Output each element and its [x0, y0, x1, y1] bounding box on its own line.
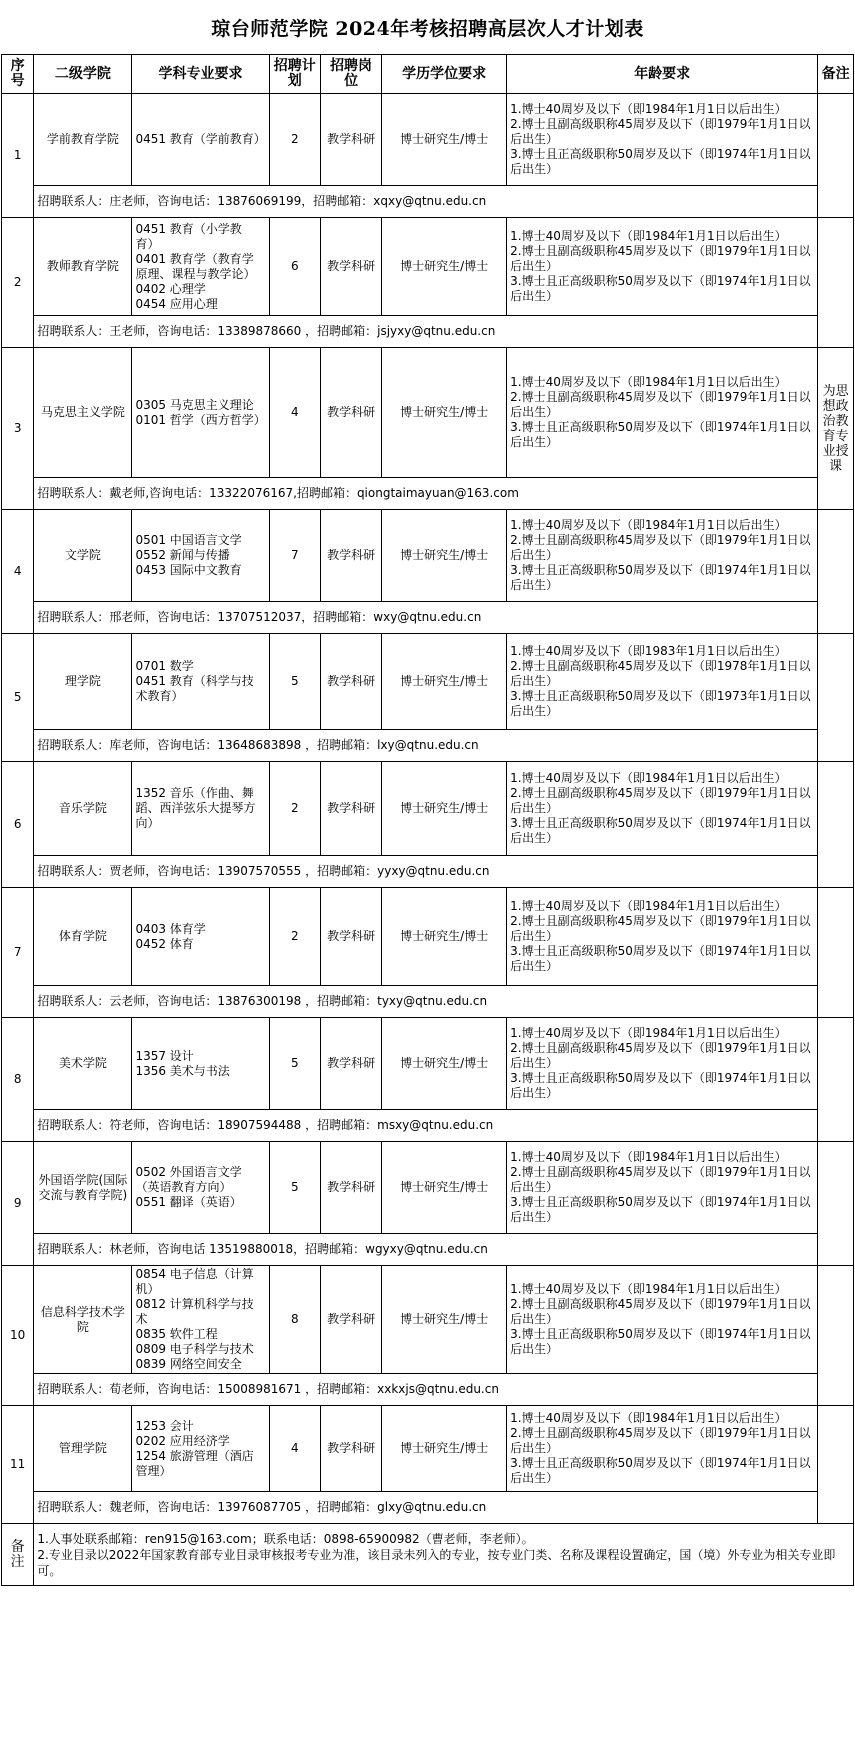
table-row — [2, 634, 854, 730]
row-age: 1.博士40周岁及以下（即1983年1月1日以后出生） 2.博士且副高级职称45周岁及以下（即1978年1月1日以后出生） 3.博士且正高级职称50周岁及以下（即1973年1月1日以后出生） — [507, 634, 818, 730]
header-note: 备注 — [818, 55, 854, 94]
row-note — [818, 94, 854, 218]
row-degree: 博士研究生/博士 — [382, 1018, 507, 1110]
row-college: 外国语学院(国际交流与教育学院) — [34, 1142, 132, 1234]
row-note — [818, 634, 854, 762]
row-post: 教学科研 — [320, 94, 381, 186]
row-count: 4 — [269, 348, 320, 478]
row-college: 管理学院 — [34, 1406, 132, 1492]
row-count: 2 — [269, 94, 320, 186]
row-count: 5 — [269, 634, 320, 730]
row-majors: 1357 设计 1356 美术与书法 — [132, 1018, 269, 1110]
header-count: 招聘计划 — [269, 55, 320, 94]
row-index: 1 — [2, 94, 34, 218]
row-contact: 招聘联系人：符老师，咨询电话：18907594488 ，招聘邮箱：msxy@qtnu.edu.cn — [34, 1110, 818, 1142]
row-note — [818, 762, 854, 888]
row-majors: 0305 马克思主义理论 0101 哲学（西方哲学） — [132, 348, 269, 478]
row-age: 1.博士40周岁及以下（即1984年1月1日以后出生） 2.博士且副高级职称45周岁及以下（即1979年1月1日以后出生） 3.博士且正高级职称50周岁及以下（即1974年1月1日以后出生） — [507, 1406, 818, 1492]
row-contact: 招聘联系人：荀老师，咨询电话：15008981671 ，招聘邮箱：xxkxjs@qtnu.edu.cn — [34, 1374, 818, 1406]
row-majors: 1352 音乐（作曲、舞蹈、西洋弦乐大提琴方向） — [132, 762, 269, 856]
row-post: 教学科研 — [320, 1018, 381, 1110]
table-row — [2, 762, 854, 856]
row-age: 1.博士40周岁及以下（即1984年1月1日以后出生） 2.博士且副高级职称45周岁及以下（即1979年1月1日以后出生） 3.博士且正高级职称50周岁及以下（即1974年1月1日以后出生） — [507, 1266, 818, 1374]
row-contact: 招聘联系人：庄老师，咨询电话：13876069199，招聘邮箱：xqxy@qtnu.edu.cn — [34, 186, 818, 218]
row-college: 信息科学技术学院 — [34, 1266, 132, 1374]
table-row — [2, 218, 854, 316]
header-age: 年龄要求 — [507, 55, 818, 94]
table-row-contact — [2, 186, 854, 218]
table-row — [2, 1142, 854, 1234]
row-degree: 博士研究生/博士 — [382, 510, 507, 602]
table-row-contact — [2, 730, 854, 762]
header-degree: 学历学位要求 — [382, 55, 507, 94]
row-majors: 0403 体育学 0452 体育 — [132, 888, 269, 986]
row-post: 教学科研 — [320, 1266, 381, 1374]
row-degree: 博士研究生/博士 — [382, 218, 507, 316]
table-row — [2, 1406, 854, 1492]
row-index: 2 — [2, 218, 34, 348]
row-college: 音乐学院 — [34, 762, 132, 856]
table-row-contact — [2, 986, 854, 1018]
row-college: 文学院 — [34, 510, 132, 602]
row-note — [818, 888, 854, 1018]
row-degree: 博士研究生/博士 — [382, 888, 507, 986]
row-contact: 招聘联系人：库老师，咨询电话：13648683898 ，招聘邮箱：lxy@qtnu.edu.cn — [34, 730, 818, 762]
table-row-contact — [2, 856, 854, 888]
table-row-contact — [2, 1234, 854, 1266]
table-row-contact — [2, 1374, 854, 1406]
row-age: 1.博士40周岁及以下（即1984年1月1日以后出生） 2.博士且副高级职称45周岁及以下（即1979年1月1日以后出生） 3.博士且正高级职称50周岁及以下（即1974年1月1日以后出生） — [507, 1142, 818, 1234]
header-college: 二级学院 — [34, 55, 132, 94]
row-age: 1.博士40周岁及以下（即1984年1月1日以后出生） 2.博士且副高级职称45周岁及以下（即1979年1月1日以后出生） 3.博士且正高级职称50周岁及以下（即1974年1月1日以后出生） — [507, 762, 818, 856]
row-degree: 博士研究生/博士 — [382, 634, 507, 730]
row-note — [818, 1406, 854, 1524]
recruitment-plan-table — [1, 54, 854, 1586]
row-index: 3 — [2, 348, 34, 510]
row-index: 8 — [2, 1018, 34, 1142]
row-age: 1.博士40周岁及以下（即1984年1月1日以后出生） 2.博士且副高级职称45周岁及以下（即1979年1月1日以后出生） 3.博士且正高级职称50周岁及以下（即1974年1月1日以后出生） — [507, 888, 818, 986]
row-contact: 招聘联系人：林老师，咨询电话 13519880018，招聘邮箱：wgyxy@qtnu.edu.cn — [34, 1234, 818, 1266]
row-contact: 招聘联系人：王老师，咨询电话：13389878660 ，招聘邮箱：jsjyxy@qtnu.edu.cn — [34, 316, 818, 348]
row-degree: 博士研究生/博士 — [382, 1142, 507, 1234]
row-note: 为思想政治教育专业授课 — [818, 348, 854, 510]
row-majors: 1253 会计 0202 应用经济学 1254 旅游管理（酒店管理） — [132, 1406, 269, 1492]
row-count: 4 — [269, 1406, 320, 1492]
footer-row — [2, 1524, 854, 1586]
row-post: 教学科研 — [320, 634, 381, 730]
row-age: 1.博士40周岁及以下（即1984年1月1日以后出生） 2.博士且副高级职称45周岁及以下（即1979年1月1日以后出生） 3.博士且正高级职称50周岁及以下（即1974年1月1日以后出生） — [507, 94, 818, 186]
row-index: 7 — [2, 888, 34, 1018]
row-index: 9 — [2, 1142, 34, 1266]
row-index: 10 — [2, 1266, 34, 1406]
table-row — [2, 1018, 854, 1110]
table-row — [2, 348, 854, 478]
row-degree: 博士研究生/博士 — [382, 1406, 507, 1492]
table-row — [2, 888, 854, 986]
table-row-contact — [2, 316, 854, 348]
row-age: 1.博士40周岁及以下（即1984年1月1日以后出生） 2.博士且副高级职称45周岁及以下（即1979年1月1日以后出生） 3.博士且正高级职称50周岁及以下（即1974年1月1日以后出生） — [507, 348, 818, 478]
row-majors: 0451 教育（小学教育） 0401 教育学（教育学原理、课程与教学论） 0402 心理学 0454 应用心理 — [132, 218, 269, 316]
row-count: 2 — [269, 762, 320, 856]
row-note — [818, 510, 854, 634]
row-post: 教学科研 — [320, 218, 381, 316]
header-post: 招聘岗位 — [320, 55, 381, 94]
row-post: 教学科研 — [320, 1406, 381, 1492]
row-note — [818, 218, 854, 348]
row-degree: 博士研究生/博士 — [382, 1266, 507, 1374]
row-index: 5 — [2, 634, 34, 762]
row-count: 7 — [269, 510, 320, 602]
row-count: 2 — [269, 888, 320, 986]
row-contact: 招聘联系人：魏老师，咨询电话：13976087705 ，招聘邮箱：glxy@qtnu.edu.cn — [34, 1492, 818, 1524]
row-majors: 0502 外国语言文学（英语教育方向） 0551 翻译（英语） — [132, 1142, 269, 1234]
row-degree: 博士研究生/博士 — [382, 348, 507, 478]
row-majors: 0701 数学 0451 教育（科学与技术教育） — [132, 634, 269, 730]
row-contact: 招聘联系人：邢老师，咨询电话：13707512037，招聘邮箱：wxy@qtnu.edu.cn — [34, 602, 818, 634]
row-count: 8 — [269, 1266, 320, 1374]
table-row — [2, 510, 854, 602]
row-majors: 0854 电子信息（计算机） 0812 计算机科学与技术 0835 软件工程 0809 电子科学与技术 0839 网络空间安全 — [132, 1266, 269, 1374]
row-note — [818, 1018, 854, 1142]
row-college: 美术学院 — [34, 1018, 132, 1110]
row-college: 学前教育学院 — [34, 94, 132, 186]
row-index: 6 — [2, 762, 34, 888]
table-row-contact — [2, 1492, 854, 1524]
row-college: 马克思主义学院 — [34, 348, 132, 478]
row-count: 5 — [269, 1142, 320, 1234]
document-title: 琼台师范学院 2024年考核招聘高层次人才计划表 — [211, 17, 644, 40]
row-age: 1.博士40周岁及以下（即1984年1月1日以后出生） 2.博士且副高级职称45周岁及以下（即1979年1月1日以后出生） 3.博士且正高级职称50周岁及以下（即1974年1月1日以后出生） — [507, 218, 818, 316]
row-note — [818, 1266, 854, 1406]
row-contact: 招聘联系人：贾老师，咨询电话：13907570555 ，招聘邮箱：yyxy@qtnu.edu.cn — [34, 856, 818, 888]
row-index: 4 — [2, 510, 34, 634]
footer-label: 备注 — [2, 1524, 34, 1586]
row-post: 教学科研 — [320, 762, 381, 856]
row-post: 教学科研 — [320, 1142, 381, 1234]
table-row — [2, 1266, 854, 1374]
row-post: 教学科研 — [320, 348, 381, 478]
table-row — [2, 94, 854, 186]
table-body — [2, 94, 854, 1524]
row-index: 11 — [2, 1406, 34, 1524]
row-contact: 招聘联系人：戴老师,咨询电话：13322076167,招聘邮箱：qiongtaimayuan@163.com — [34, 478, 818, 510]
footer-text: 1.人事处联系邮箱：ren915@163.com；联系电话：0898-65900982（曹老师，李老师）。 2.专业目录以2022年国家教育部专业目录审核报考专业为准，该目录未列入的专业，按专业门类、名称及课程设置确定，国（境）外专业为相关专业即可。 — [34, 1524, 854, 1586]
row-college: 教师教育学院 — [34, 218, 132, 316]
row-post: 教学科研 — [320, 888, 381, 986]
table-row-contact — [2, 602, 854, 634]
row-degree: 博士研究生/博士 — [382, 762, 507, 856]
row-post: 教学科研 — [320, 510, 381, 602]
row-count: 5 — [269, 1018, 320, 1110]
row-degree: 博士研究生/博士 — [382, 94, 507, 186]
row-age: 1.博士40周岁及以下（即1984年1月1日以后出生） 2.博士且副高级职称45周岁及以下（即1979年1月1日以后出生） 3.博士且正高级职称50周岁及以下（即1974年1月1日以后出生） — [507, 510, 818, 602]
row-contact: 招聘联系人：云老师，咨询电话：13876300198 ，招聘邮箱：tyxy@qtnu.edu.cn — [34, 986, 818, 1018]
row-note — [818, 1142, 854, 1266]
row-majors: 0501 中国语言文学 0552 新闻与传播 0453 国际中文教育 — [132, 510, 269, 602]
row-age: 1.博士40周岁及以下（即1984年1月1日以后出生） 2.博士且副高级职称45周岁及以下（即1979年1月1日以后出生） 3.博士且正高级职称50周岁及以下（即1974年1月1日以后出生） — [507, 1018, 818, 1110]
row-college: 理学院 — [34, 634, 132, 730]
row-college: 体育学院 — [34, 888, 132, 986]
table-row-contact — [2, 478, 854, 510]
table-header-row — [2, 55, 854, 94]
header-index: 序号 — [2, 55, 34, 94]
table-row-contact — [2, 1110, 854, 1142]
row-majors: 0451 教育（学前教育） — [132, 94, 269, 186]
header-majors: 学科专业要求 — [132, 55, 269, 94]
row-count: 6 — [269, 218, 320, 316]
